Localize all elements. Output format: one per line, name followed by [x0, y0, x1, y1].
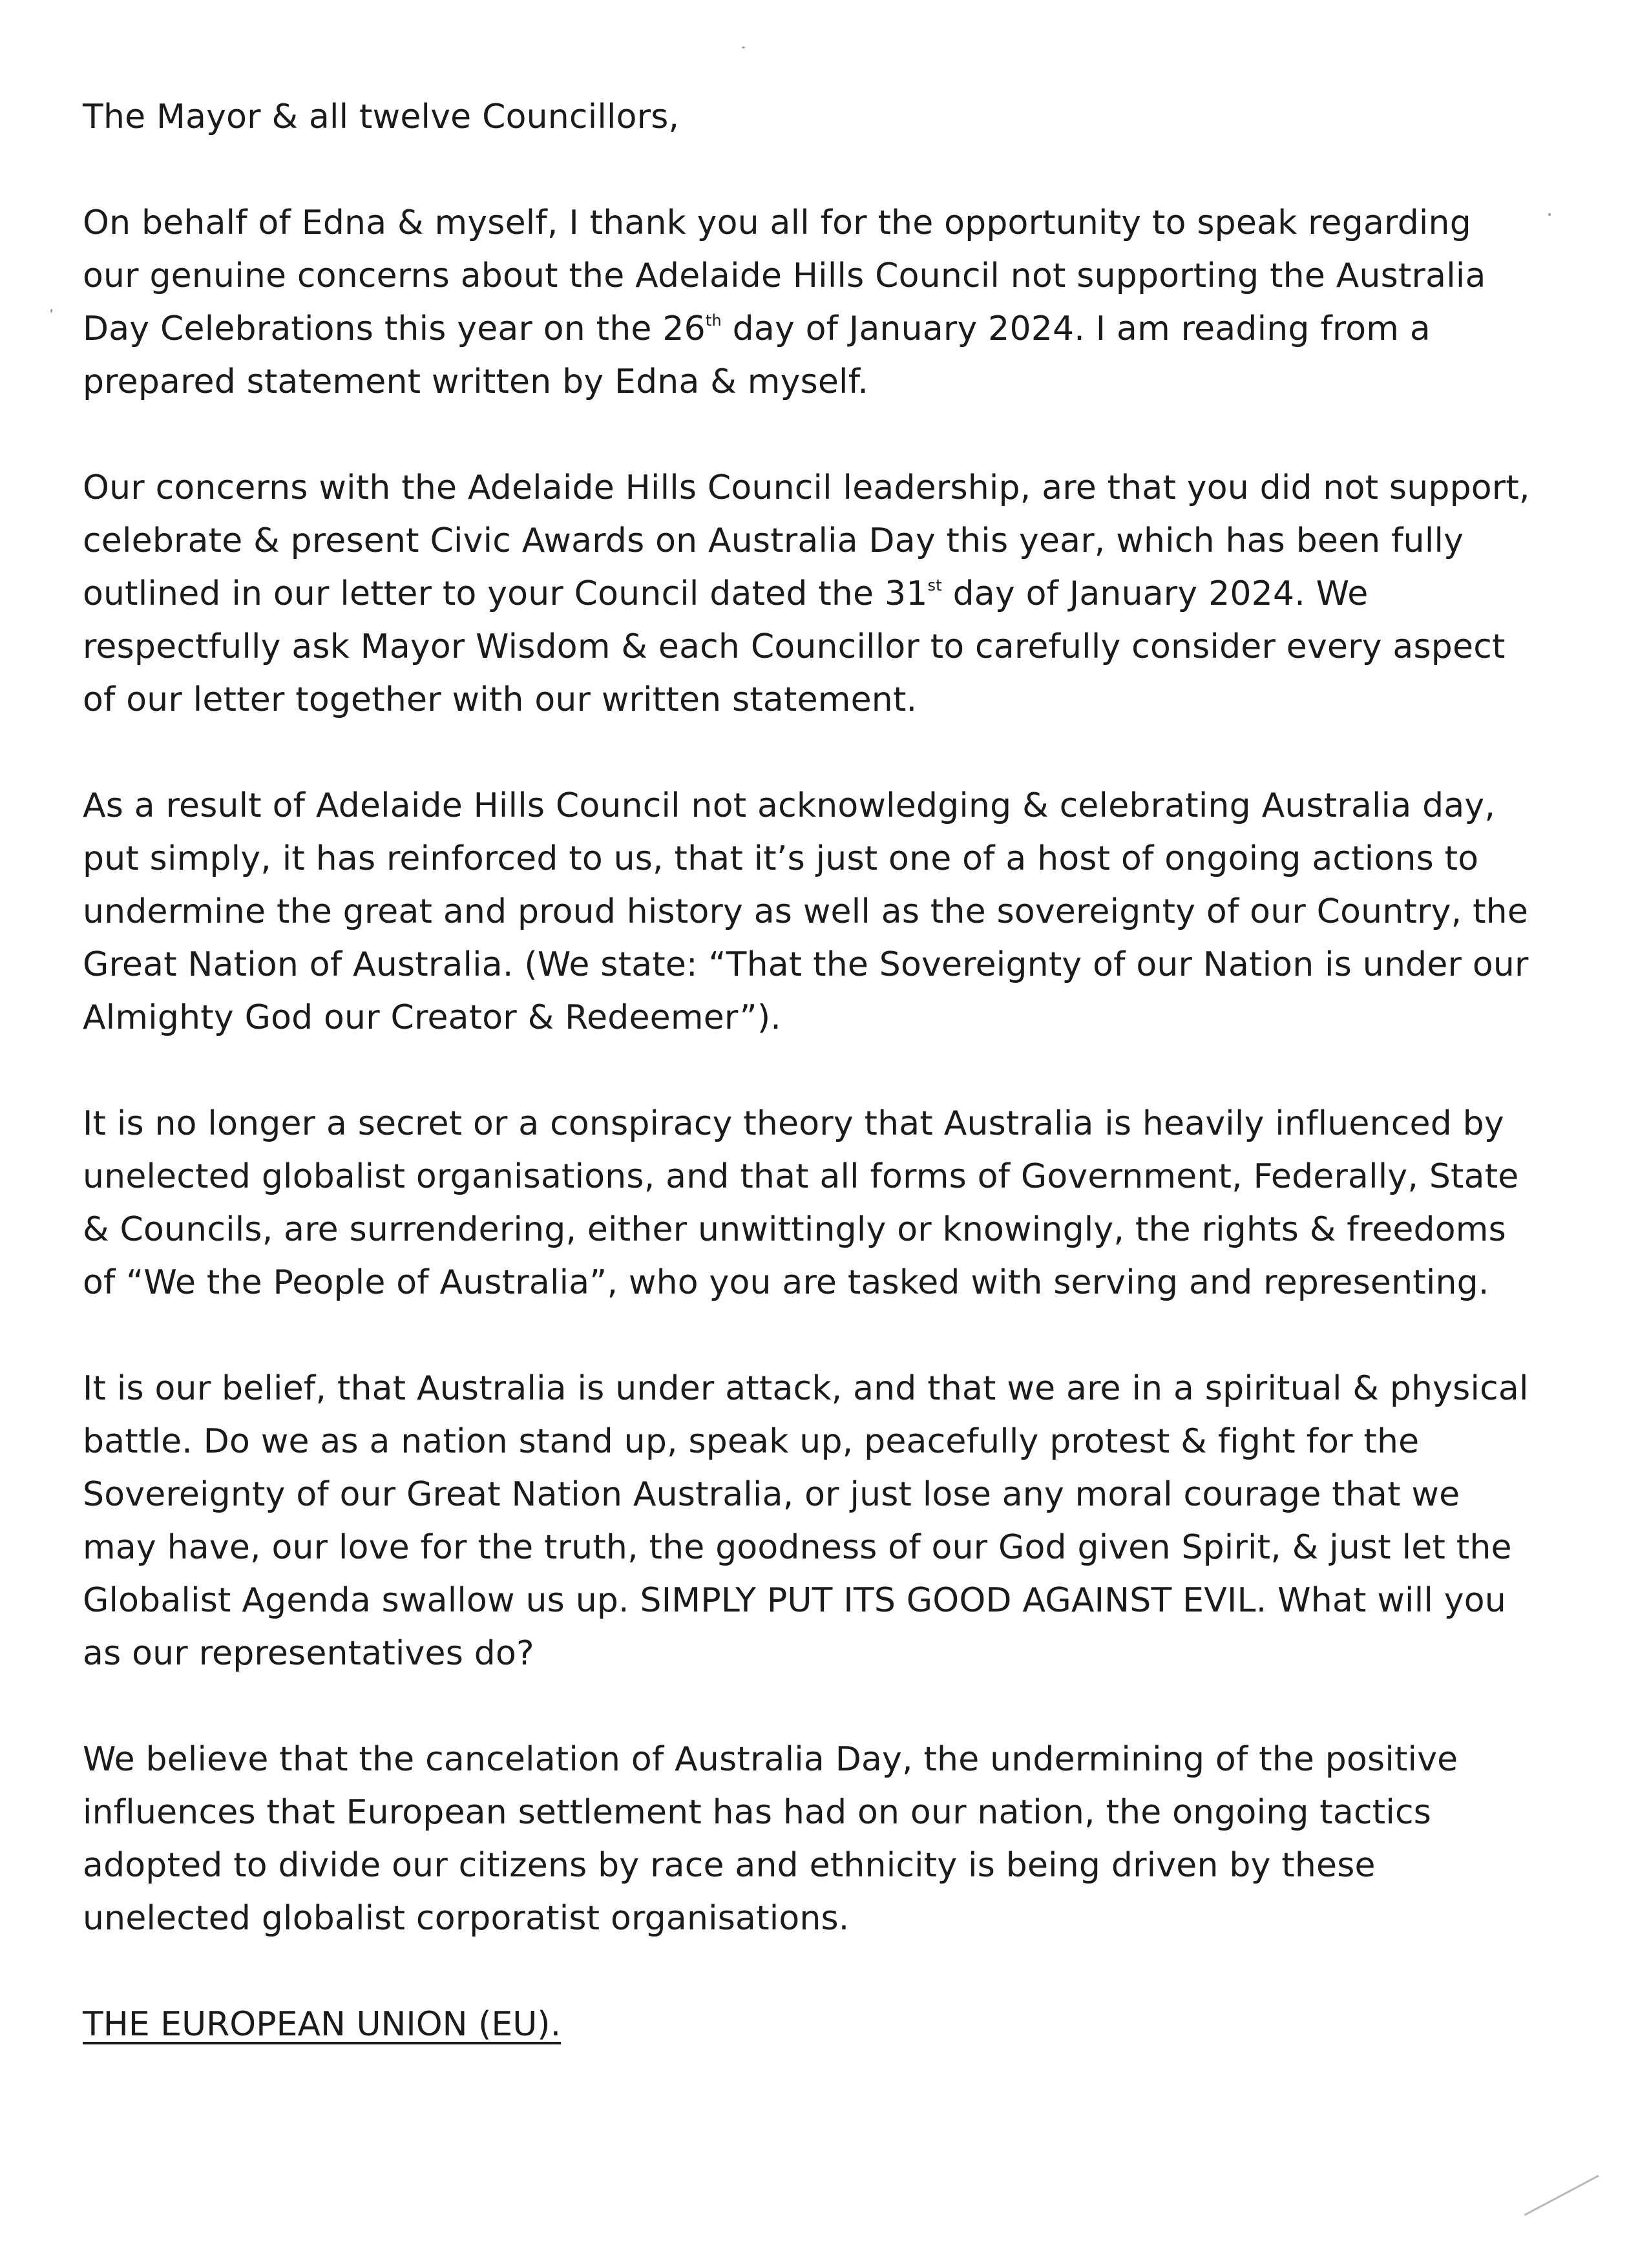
scan-speck	[742, 47, 745, 48]
ordinal-suffix-st: st	[927, 576, 942, 594]
paragraph-3: As a result of Adelaide Hills Council not acknowledging & celebrating Australia day, put simply, it has reinforced to us, that it’s just one of a host of ongoing actions to undermine the great and proud history as well as the sovereignty of our Country, the Great Nation of Australia. (We state: “That the Sovereignty of our Nation is under our Almighty God our Creator & Redeemer”).	[83, 786, 1529, 1037]
paragraph-1-text-b: day of January 2024. I am reading from a prepared statement written by Edna & myself.	[83, 310, 1431, 401]
paragraph-2-text-a: Our concerns with the Adelaide Hills Council leadership, are that you did not support, celebrate & present Civic Awards on Australia Day this year, which has been fully outlined in our letter to your Council dated the 31	[83, 468, 1530, 613]
section-heading-eu: THE EUROPEAN UNION (EU).	[83, 2005, 562, 2044]
paragraph-6: We believe that the cancelation of Australia Day, the undermining of the positive influences that European settlement has had on our nation, the ongoing tactics adopted to divide our citizens by race and ethnicity is being driven by these unelected globalist corporatist organisations.	[83, 1740, 1458, 1938]
paragraph-4: It is no longer a secret or a conspiracy theory that Australia is heavily influenced by unelected globalist organisations, and that all forms of Government, Federally, State & Councils, are surrendering, either unwittingly or knowingly, the rights & freedoms of “We the People of Australia”, who you are tasked with serving and representing.	[83, 1104, 1519, 1302]
paragraph-2	[83, 461, 1537, 726]
salutation: The Mayor & all twelve Councillors,	[83, 98, 680, 136]
scan-mark	[1524, 2175, 1615, 2246]
letter-page	[83, 90, 1537, 2051]
paragraph-5: It is our belief, that Australia is under attack, and that we are in a spiritual & physical battle. Do we as a nation stand up, speak up, peacefully protest & fight for the Sovereignty of our Great Nation Australia, or just lose any moral courage that we may have, our love for the truth, the goodness of our God given Spirit, & just let the Globalist Agenda swallow us up. SIMPLY PUT ITS GOOD AGAINST EVIL. What will you as our representatives do?	[83, 1369, 1529, 1673]
scan-speck	[1548, 213, 1551, 216]
ordinal-suffix-th: th	[705, 311, 722, 330]
scan-speck	[50, 309, 52, 313]
paragraph-1	[83, 196, 1537, 408]
paragraph-2-text-b: day of January 2024. We respectfully ask Mayor Wisdom & each Councillor to carefully consider every aspect of our letter together with our written statement.	[83, 574, 1506, 719]
paragraph-1-text-a: On behalf of Edna & myself, I thank you all for the opportunity to speak regarding our genuine concerns about the Adelaide Hills Council not supporting the Australia Day Celebrations this year on the 26	[83, 204, 1486, 348]
